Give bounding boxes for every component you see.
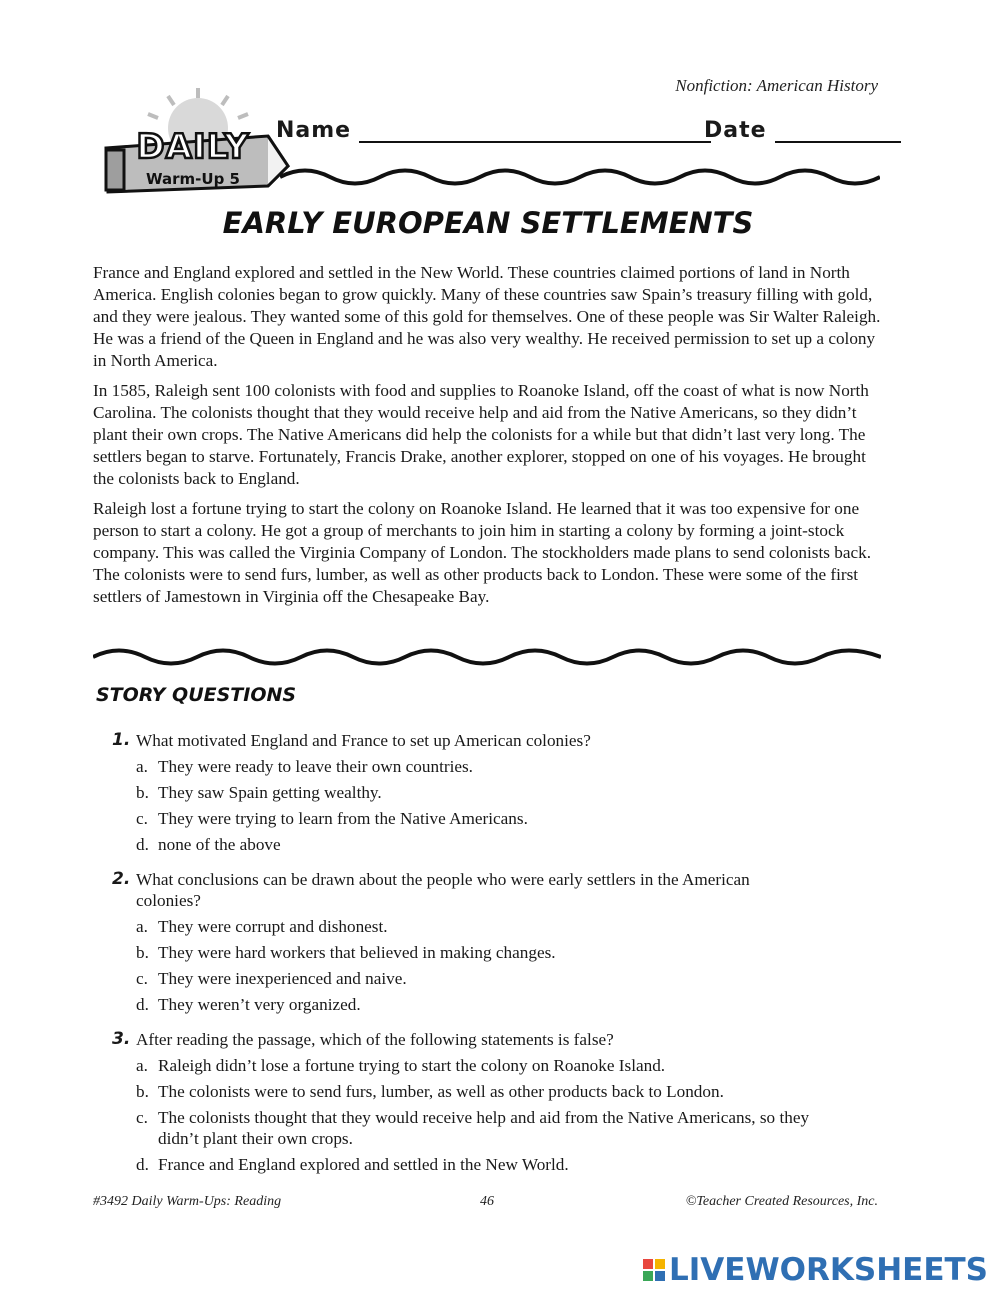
answer-option[interactable] (136, 1107, 818, 1149)
questions-list (112, 730, 872, 1189)
option-text: They were hard workers that believed in making changes. (158, 943, 556, 962)
answer-option[interactable] (136, 942, 872, 963)
option-letter: b. (136, 943, 149, 962)
option-text: They saw Spain getting wealthy. (158, 783, 382, 802)
answer-option[interactable] (136, 916, 872, 937)
question (112, 869, 816, 911)
answer-option[interactable] (136, 1055, 836, 1076)
option-letter: a. (136, 917, 148, 936)
question-number: 3. (112, 1029, 131, 1049)
question-text: What motivated England and France to set up American colonies? (136, 731, 591, 750)
header-wave-divider (280, 164, 880, 190)
answer-option[interactable] (136, 1081, 836, 1102)
subject-label: Nonfiction: American History (675, 76, 878, 95)
option-letter: d. (136, 835, 149, 854)
brand-name: LIVEWORKSHEETS (669, 1252, 988, 1288)
option-letter: c. (136, 1108, 148, 1127)
question-text: What conclusions can be drawn about the people who were early settlers in the American colonies? (136, 870, 750, 910)
name-blank[interactable] (359, 121, 711, 143)
answer-option[interactable] (136, 834, 872, 855)
question-number: 1. (112, 730, 131, 750)
footer-copyright: ©Teacher Created Resources, Inc. (685, 1194, 878, 1209)
answer-option[interactable] (136, 1154, 836, 1175)
answer-options (136, 1055, 836, 1175)
name-label: Name (276, 118, 352, 143)
passage-paragraph: Raleigh lost a fortune trying to start the colony on Roanoke Island. He learned that it was too expensive for one person to start a colony. He got a group of merchants to join him in starting a colony by forming a joint-stock company. This was called the Virginia Company of London. The stockholders made plans to send colonists back. The colonists were to send furs, lumber, as well as other products back to London. These were some of the first settlers of Jamestown in Virginia off the Chesapeake Bay. (93, 499, 871, 606)
answer-option[interactable] (136, 756, 872, 777)
date-label: Date (704, 118, 767, 143)
name-field[interactable] (276, 118, 711, 143)
date-blank[interactable] (775, 121, 901, 143)
option-text: The colonists thought that they would receive help and aid from the Native Americans, so they didn’t plant their own crops. (158, 1108, 810, 1148)
option-letter: d. (136, 995, 149, 1014)
daily-word: DAILY (136, 127, 250, 167)
reading-passage (93, 262, 885, 616)
warmup-label: Warm-Up 5 (146, 170, 240, 188)
option-text: France and England explored and settled in the New World. (158, 1155, 569, 1174)
option-letter: c. (136, 809, 148, 828)
questions-heading: STORY QUESTIONS (96, 684, 297, 706)
date-field[interactable] (704, 118, 901, 143)
option-text: They were corrupt and dishonest. (158, 917, 388, 936)
brand-logo-icon (643, 1259, 665, 1281)
answer-option[interactable] (136, 994, 872, 1015)
footer-page-number: 46 (480, 1194, 494, 1209)
option-text: Raleigh didn’t lose a fortune trying to start the colony on Roanoke Island. (158, 1056, 666, 1075)
option-letter: b. (136, 1082, 149, 1101)
answer-option[interactable] (136, 782, 872, 803)
question (112, 1029, 872, 1050)
option-letter: b. (136, 783, 149, 802)
option-text: The colonists were to send furs, lumber, as well as other products back to London. (158, 1082, 724, 1101)
option-text: They were ready to leave their own countries. (158, 757, 473, 776)
option-letter: d. (136, 1155, 149, 1174)
option-text: They were inexperienced and naive. (158, 969, 407, 988)
answer-options (136, 756, 872, 855)
option-letter: c. (136, 969, 148, 988)
page-title: EARLY EUROPEAN SETTLEMENTS (222, 206, 754, 240)
passage-paragraph: In 1585, Raleigh sent 100 colonists with food and supplies to Roanoke Island, off the coast of what is now North Carolina. The colonists thought that they would receive help and aid from the Native Americans, so they didn’t plant their own crops. The Native Americans did help the colonists for a while but that didn’t last very long. The settlers began to starve. Fortunately, Francis Drake, another explorer, stopped on one of his voyages. He brought the colonists back to England. (93, 381, 869, 488)
option-letter: a. (136, 757, 148, 776)
section-wave-divider (93, 644, 881, 670)
liveworksheets-brand[interactable] (643, 1252, 988, 1288)
option-letter: a. (136, 1056, 148, 1075)
question (112, 730, 872, 751)
option-text: They weren’t very organized. (158, 995, 361, 1014)
answer-option[interactable] (136, 968, 872, 989)
daily-warmup-logo (98, 88, 298, 198)
passage-paragraph: France and England explored and settled in the New World. These countries claimed portions of land in North America. English colonies began to grow quickly. Many of these countries saw Spain’s treasury filling with gold, and they were jealous. They wanted some of this gold for themselves. One of these people was Sir Walter Raleigh. He was a friend of the Queen in England and he was also very wealthy. He received permission to set up a colony in North America. (93, 263, 881, 370)
question-text: After reading the passage, which of the following statements is false? (136, 1030, 614, 1049)
option-text: none of the above (158, 835, 281, 854)
option-text: They were trying to learn from the Native Americans. (158, 809, 528, 828)
footer-book-title: #3492 Daily Warm-Ups: Reading (93, 1194, 282, 1209)
answer-options (136, 916, 872, 1015)
question-number: 2. (112, 869, 131, 889)
answer-option[interactable] (136, 808, 872, 829)
